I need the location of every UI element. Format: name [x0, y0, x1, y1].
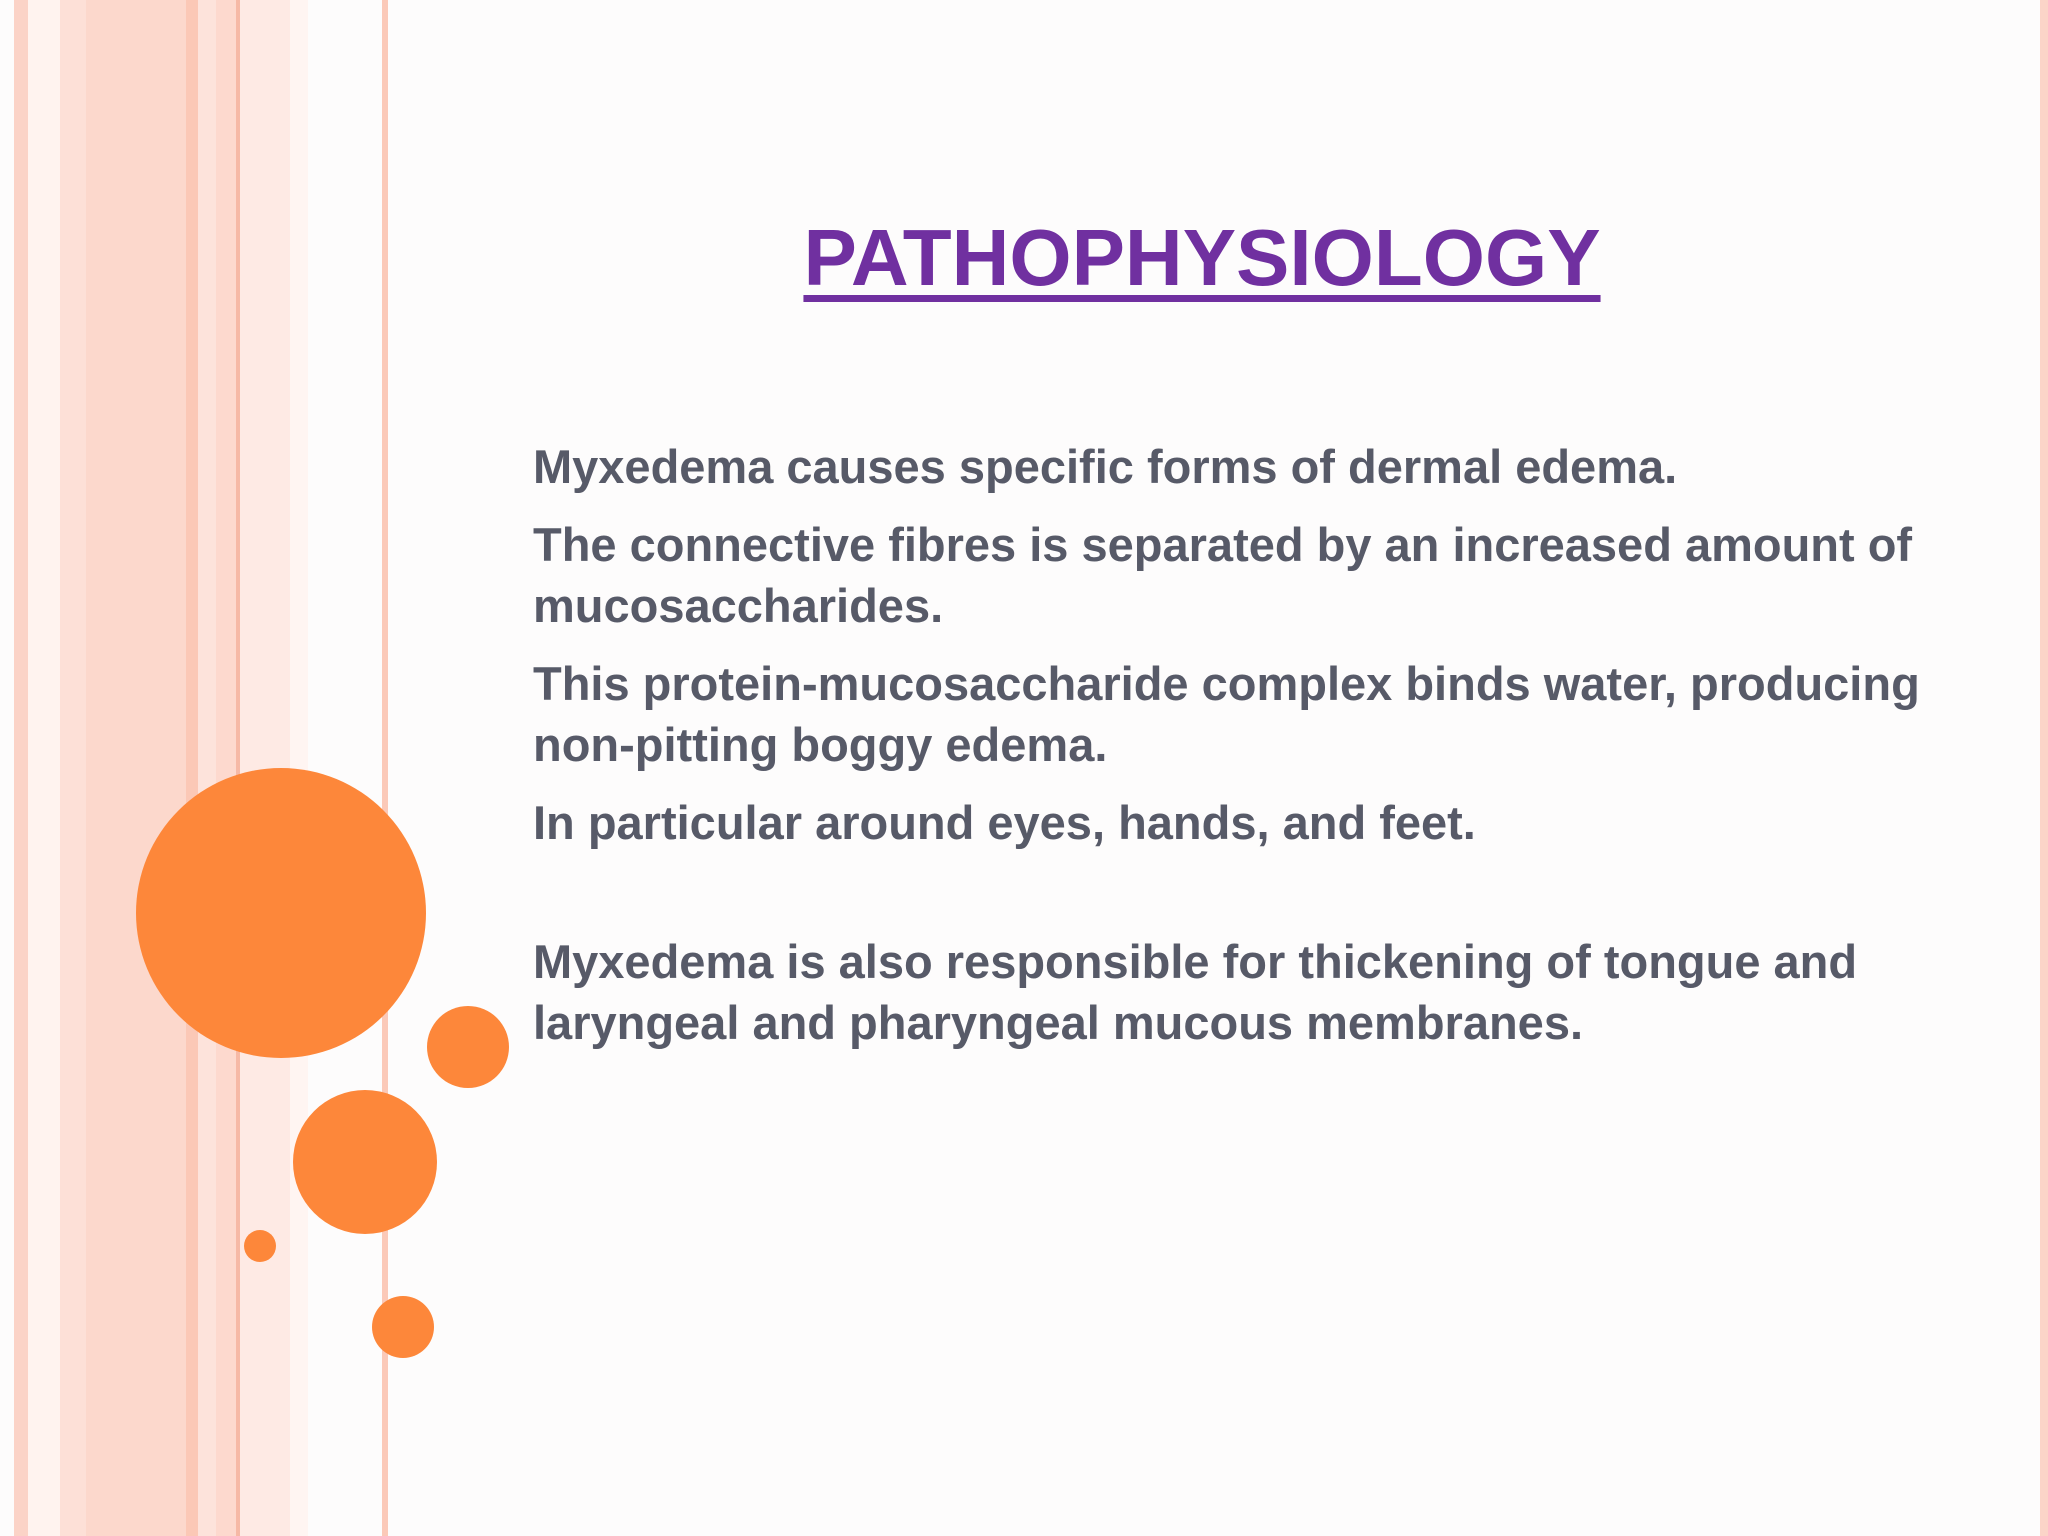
decorative-circle-small — [244, 1230, 276, 1262]
slide-body — [533, 436, 1993, 1070]
decorative-stripe — [86, 0, 186, 1536]
body-paragraph: In particular around eyes, hands, and feet. — [533, 796, 1476, 849]
decorative-circle-large — [136, 768, 426, 1058]
decorative-circle — [427, 1006, 509, 1088]
decorative-circle-medium — [293, 1090, 437, 1234]
decorative-stripe — [198, 0, 216, 1536]
body-paragraph: This protein-mucosaccharide complex binds water, producing non-pitting boggy edema. — [533, 657, 1920, 771]
slide-title: PATHOPHYSIOLOGY — [803, 213, 1601, 302]
body-paragraph: The connective fibres is separated by an increased amount of mucosaccharides. — [533, 518, 1913, 632]
body-paragraph: Myxedema causes specific forms of dermal edema. — [533, 440, 1678, 493]
body-paragraph: Myxedema is also responsible for thickening of tongue and laryngeal and pharyngeal mucous membranes. — [533, 935, 1858, 1049]
decorative-stripe — [2040, 0, 2048, 1536]
decorative-stripe — [14, 0, 28, 1536]
decorative-stripe — [60, 0, 86, 1536]
decorative-circle — [372, 1296, 434, 1358]
decorative-stripe — [216, 0, 236, 1536]
decorative-stripe — [28, 0, 60, 1536]
decorative-stripe — [186, 0, 198, 1536]
